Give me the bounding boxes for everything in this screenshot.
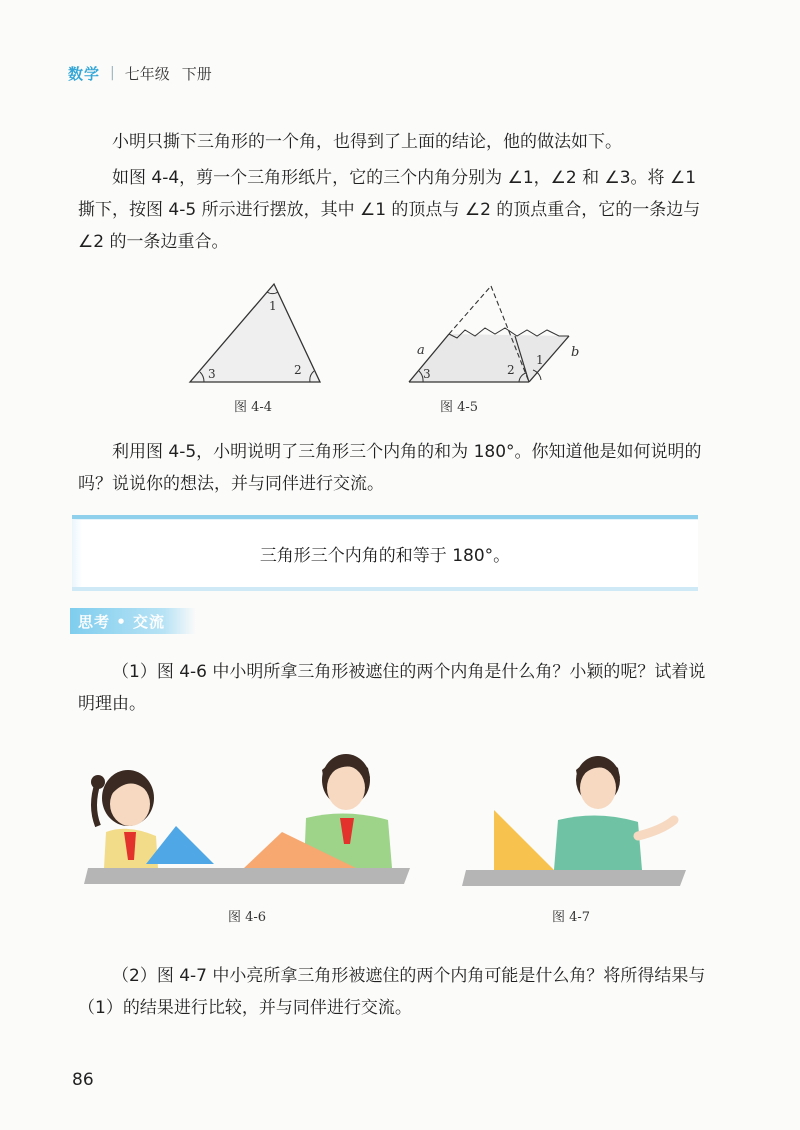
figure-4-4-caption: 图 4-4 xyxy=(234,400,273,415)
page-number: 86 xyxy=(72,1070,94,1090)
angle-1-label: 1 xyxy=(269,299,277,313)
figure-4-6 xyxy=(84,740,414,900)
desk-surface xyxy=(462,870,686,886)
paper-fill xyxy=(409,334,569,382)
paragraph-2: 如图 4-4，剪一个三角形纸片，它的三个内角分别为 ∠1，∠2 和 ∠3。将 ∠1 撕下，按图 4-5 所示进行摆放，其中 ∠1 的顶点与 ∠2 的顶点重合，它的一条边与 ∠2 的一条边重合。 xyxy=(78,168,701,252)
desk-surface xyxy=(84,868,410,884)
figure-4-7-caption: 图 4-7 xyxy=(552,910,591,925)
theorem-text: 三角形三个内角的和等于 180°。 xyxy=(259,545,511,566)
dashed-left-edge xyxy=(449,286,491,334)
page-header xyxy=(68,62,212,84)
subject-label: 数学 xyxy=(68,64,101,83)
figure-4-5 xyxy=(395,278,595,388)
figure-4-5-caption: 图 4-5 xyxy=(440,400,479,415)
boy-figure xyxy=(554,756,674,870)
figure-4-7 xyxy=(462,740,692,900)
section-tag: 思考 • 交流 xyxy=(70,608,196,634)
question-2: （2）图 4-7 中小亮所拿三角形被遮住的两个内角可能是什么角？将所得结果与（1）的结果进行比较，并与同伴进行交流。 xyxy=(78,966,706,1018)
angle-3-label: 3 xyxy=(423,367,431,381)
line-b-label: b xyxy=(571,345,580,360)
angle-2-label: 2 xyxy=(507,363,515,377)
line-a-label: a xyxy=(417,343,425,358)
girl-figure xyxy=(91,770,158,868)
question-1: （1）图 4-6 中小明所拿三角形被遮住的两个内角是什么角？小颖的呢？试着说明理由。 xyxy=(78,662,706,714)
grade-label: 七年级 xyxy=(124,64,170,83)
theorem-box xyxy=(72,515,698,591)
header-separator: | xyxy=(110,65,115,81)
paragraph-1: 小明只撕下三角形的一个角，也得到了上面的结论，他的做法如下。 xyxy=(112,132,622,152)
figure-4-4 xyxy=(180,278,330,388)
figure-4-6-caption: 图 4-6 xyxy=(228,910,267,925)
yellow-triangle xyxy=(494,810,554,870)
paragraph-3: 利用图 4-5，小明说明了三角形三个内角的和为 180°。你知道他是如何说明的吗？说说你的想法，并与同伴进行交流。 xyxy=(78,442,702,494)
volume-label: 下册 xyxy=(181,64,212,83)
angle-3-label: 3 xyxy=(208,367,216,381)
angle-1-label: 1 xyxy=(536,353,544,367)
angle-2-label: 2 xyxy=(294,363,302,377)
